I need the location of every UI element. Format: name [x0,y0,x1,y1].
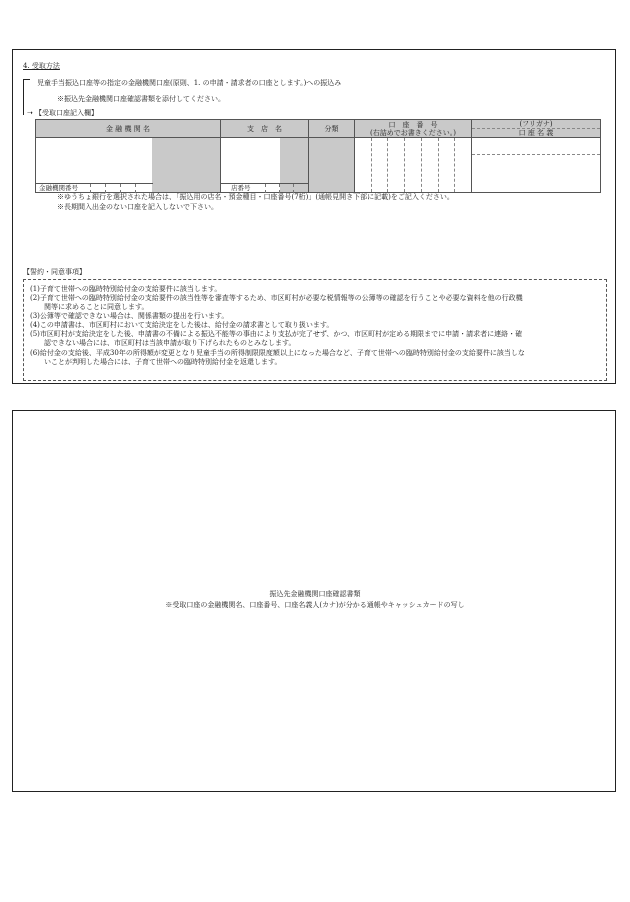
col-bank-name: 金 融 機 関 名 [36,120,221,138]
receipt-method-section [12,49,616,384]
consent-item: 認できない場合には、市区町村は当該申請が取り下げられたものとみなします。 [30,339,296,347]
branch-name-field[interactable] [221,138,309,193]
kana-divider [472,154,600,155]
consent-item: (2)子育て世帯への臨時特別給付金の支給要件の該当性等を審査等するため、市区町村が必要な税情報等の公簿等の確認を行うことや必要な資料を他の行政機 [30,294,523,302]
col-account-number [355,120,472,138]
account-holder-field[interactable] [472,138,601,193]
branch-code-boxes[interactable] [265,184,307,193]
consent-item: (3)公簿等で確認できない場合は、関係書類の提出を行います。 [30,312,229,320]
branch-code-row[interactable] [221,183,309,192]
consent-item: 関等に求めることに同意します。 [30,303,149,311]
consent-item: (5)市区町村が支給決定をした後、申請書の不備による振込不能等の事由により支払が完了せず、かつ、市区町村が定める期限までに申請・請求者に連絡・確 [30,330,523,338]
account-digit-boxes[interactable] [355,138,471,192]
yucho-note: ※ゆうちょ銀行を選択された場合は、「振込用の店名・預金種目・口座番号(7桁)」(通帳見開き下部に記載)をご記入ください。 [57,193,454,201]
kana-label: (フリガナ) [472,120,600,129]
attach-note: ※振込先金融機関口座確認書類を添付してください。 [57,95,225,103]
bank-code-row[interactable] [36,183,153,192]
col-branch-name: 支 店 名 [221,120,309,138]
consent-item: いことが判明した場合には、子育て世帯への臨時特別給付金を返還します。 [30,358,282,366]
bank-code-label: 金融機関番号 [39,184,78,192]
account-field-label: 【受取口座記入欄】 [35,109,98,117]
dormant-note: ※長期間入出金のない口座を記入しないで下さい。 [57,203,218,211]
col-type: 分類 [309,120,355,138]
transfer-line: 児童手当振込口座等の指定の金融機関口座(原則、1. の申請・請求者の口座とします。)への振込み [37,79,342,87]
consent-item: (4)この申請書は、市区町村において支給決定をした後は、給付金の請求書として取り扱います。 [30,321,334,329]
col-holder [472,120,601,138]
consent-item: (1)子育て世帯への臨時特別給付金の支給要件に該当します。 [30,285,222,293]
attach-description: ※受取口座の金融機関名、口座番号、口座名義人(カナ)が分かる通帳やキャッシュカードの写し [165,601,465,609]
consent-item: (6)給付金の支給後、平成30年の所得額が変更となり児童手当の所得制限限度額以上になった場合など、子育て世帯への臨時特別給付金の支給要件に該当しな [30,349,525,357]
attach-title: 振込先金融機関口座確認書類 [269,590,361,598]
bank-name-field[interactable] [36,138,221,193]
consent-title: 【誓約・同意事項】 [23,268,86,276]
consent-box [23,279,607,381]
account-table [35,119,601,193]
branch-code-label: 店番号 [231,184,251,192]
holder-label: 口 座 名 義 [518,129,554,137]
account-number-hint: (右詰めでお書きください。) [370,128,456,137]
account-number-field[interactable] [355,138,472,193]
account-type-field[interactable] [309,138,355,193]
account-number-title: 口 座 番 号 [388,120,438,129]
arrow-icon: ➝ [27,109,33,117]
attachment-area[interactable] [12,410,616,792]
bank-code-boxes[interactable] [90,184,150,193]
bank-type-shade [152,138,220,192]
section-title: 4. 受取方法 [23,62,60,70]
